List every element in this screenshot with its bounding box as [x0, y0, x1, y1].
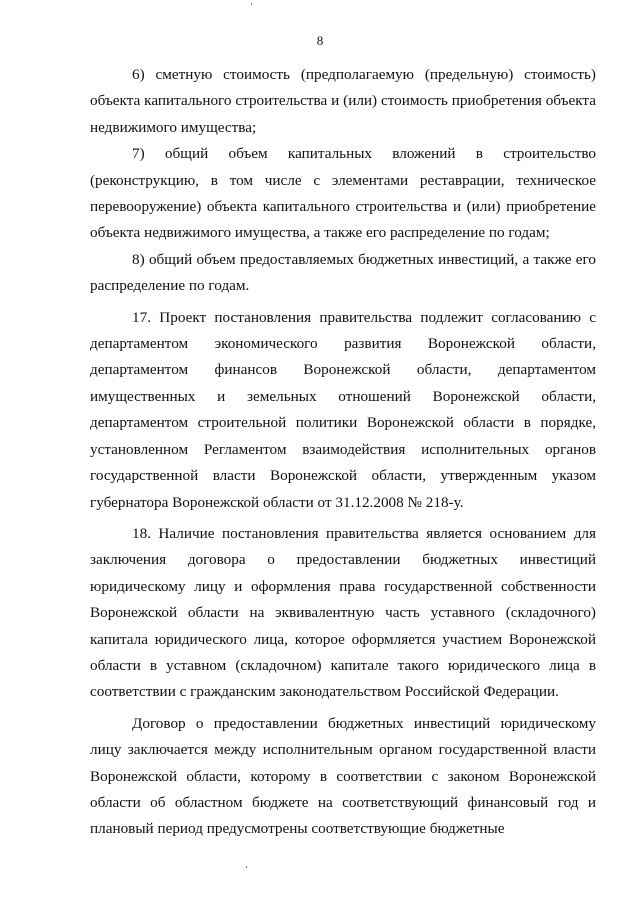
paragraph-clause-18: 18. Наличие постановления правительства является основанием для заключения договора о предоставлении бюджетных инвестиций юридическому лицу и оформления права государственной собственности Воронежской области на эквивалентную часть уставного (складочного) капитала юридического лица, которое оформляется участием Воронежской области в уставном (складочном) капитале такого юридического лица в соответствии с гражданским законодательством Российской Федерации. — [90, 524, 596, 701]
scan-artifact-top — [251, 3, 252, 5]
document-body — [90, 62, 596, 843]
paragraph-item-7: 7) общий объем капитальных вложений в строительство (реконструкцию, в том числе с элементами реставрации, техническое перевооружение) объекта капитального строительства и (или) приобретение объекта недвижимого имущества, а также его распределение по годам; — [90, 145, 596, 242]
paragraph-clause-17: 17. Проект постановления правительства подлежит согласованию с департаментом экономического развития Воронежской области, департаментом финансов Воронежской области, департаментом имущественных и земельных отношений Воронежской области, департаментом строительной политики Воронежской области в порядке, установленном Регламентом взаимодействия исполнительных органов государственной власти Воронежской области, утвержденным указом губернатора Воронежской области от 31.12.2008 № 218-у. — [90, 308, 596, 511]
paragraph-contract: Договор о предоставлении бюджетных инвестиций юридическому лицу заключается между исполнительным органом государственной власти Воронежской области, которому в соответствии с законом Воронежской области об областном бюджете на соответствующий финансовый год и плановый период предусмотрены соответствующие бюджетные — [90, 714, 596, 838]
page-number: 8 — [316, 33, 324, 48]
paragraph-item-8: 8) общий объем предоставляемых бюджетных инвестиций, а также его распределение по годам. — [90, 250, 596, 295]
paragraph-item-6: 6) сметную стоимость (предполагаемую (предельную) стоимость) объекта капитального строительства и (или) стоимость приобретения объекта недвижимого имущества; — [90, 66, 596, 136]
scan-artifact-bottom — [246, 866, 247, 868]
